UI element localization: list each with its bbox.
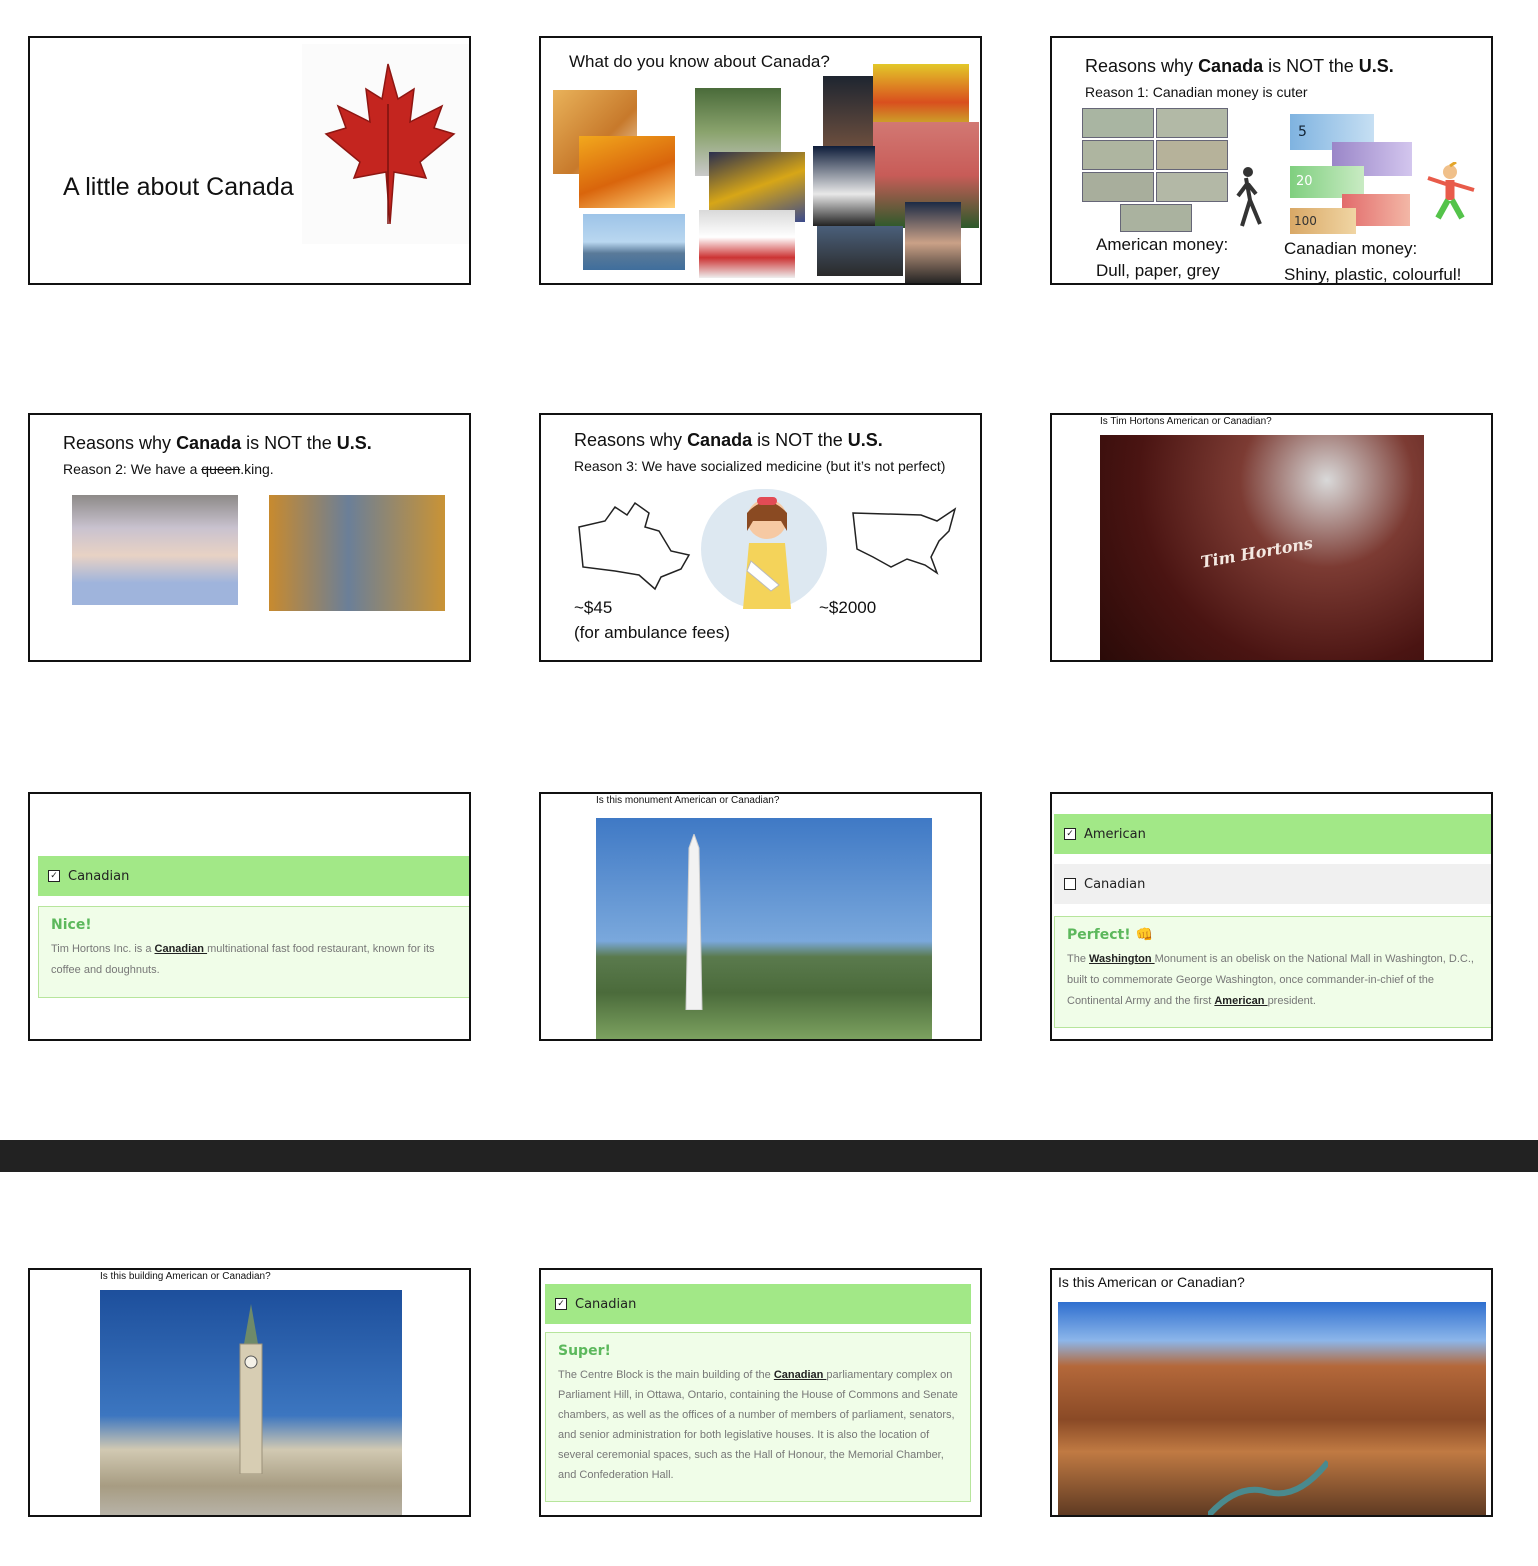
heading-text-mid: is NOT the — [1263, 56, 1359, 76]
answer-option-american[interactable] — [1054, 814, 1493, 854]
feedback-text — [1067, 949, 1480, 1012]
slide-8[interactable] — [539, 792, 982, 1041]
feedback-title: Perfect! 👊 — [1067, 927, 1153, 943]
unchecked-checkbox-icon[interactable] — [1064, 878, 1076, 890]
feedback-text — [558, 1365, 958, 1485]
parliament-building-photo — [100, 1290, 402, 1517]
answer-option-label: Canadian — [1084, 876, 1146, 892]
slide-7[interactable] — [28, 792, 471, 1041]
washington-monument-photo — [596, 818, 932, 1041]
heading-canada: Canada — [1198, 56, 1264, 76]
toronto-skyline-photo — [583, 214, 685, 270]
slide-6[interactable] — [1050, 413, 1493, 662]
cup-label: Tim Hortons — [1199, 533, 1315, 572]
usa-map-icon — [851, 507, 961, 577]
heading-text: Reasons why — [1085, 56, 1199, 76]
ca-money-caption — [1284, 236, 1461, 285]
obelisk-icon — [682, 834, 706, 1010]
celebrity-photo-4 — [813, 146, 875, 226]
slide-12[interactable] — [1050, 1268, 1493, 1517]
reason-text: Reason 2: We have a — [63, 461, 202, 477]
slide-6-question: Is Tim Hortons American or Canadian? — [1100, 416, 1272, 427]
slide-10-question: Is this building American or Canadian? — [100, 1271, 271, 1282]
note-100-label: 100 — [1294, 214, 1317, 228]
feedback-title: Nice! — [51, 917, 92, 933]
struck-word: queen — [201, 461, 241, 477]
ca-money-line-2: Shiny, plastic, colourful! — [1284, 265, 1462, 284]
queen-photo — [72, 495, 238, 605]
answer-option-label: Canadian — [68, 868, 130, 884]
heading-text: Reasons why — [574, 430, 688, 450]
feedback-text-a: The — [1067, 953, 1090, 965]
feedback-text — [51, 939, 460, 981]
slide-4[interactable] — [28, 413, 471, 662]
slide-11[interactable] — [539, 1268, 982, 1517]
slide-1[interactable] — [28, 36, 471, 285]
celebrity-photo-5 — [817, 226, 903, 276]
feedback-text-pre: Tim Hortons Inc. is a — [51, 943, 155, 955]
answer-option-label: Canadian — [575, 1296, 637, 1312]
dancing-cartoon-icon — [1424, 162, 1478, 226]
feedback-box — [1054, 916, 1493, 1028]
maple-syrup-photo — [579, 136, 675, 208]
feedback-title: Super! — [558, 1343, 611, 1359]
heading-text-mid: is NOT the — [752, 430, 848, 450]
heading-text-mid: is NOT the — [241, 433, 337, 453]
feedback-box — [545, 1332, 971, 1502]
celebrity-photo-6 — [905, 202, 961, 284]
hockey-photo — [699, 210, 795, 278]
river-icon — [1208, 1422, 1328, 1516]
feedback-box — [38, 906, 471, 998]
injured-girl-icon — [727, 491, 807, 611]
us-bills — [1082, 108, 1232, 228]
slide-8-question: Is this monument American or Canadian? — [596, 795, 780, 806]
us-price: ~$2000 — [819, 598, 877, 617]
heading-us: U.S. — [336, 433, 372, 453]
feedback-link-canadian[interactable]: Canadian — [773, 1369, 827, 1381]
walking-man-icon — [1232, 166, 1264, 230]
feedback-text-c: Monument is an obelisk on the National Mall in Washington, D.C., built to commemorate George Washington, once commander-in-chief of the Continental Army and the first — [1067, 953, 1474, 1007]
checked-checkbox-icon[interactable]: ✓ — [1064, 828, 1076, 840]
slide-4-heading — [63, 433, 372, 454]
slide-1-title: A little about Canada — [63, 173, 294, 201]
feedback-text-post: multinational fast food restaurant, known for its coffee and doughnuts. — [51, 943, 435, 976]
us-money-line-2: Dull, paper, grey — [1096, 261, 1220, 280]
slide-3[interactable] — [1050, 36, 1493, 285]
slide-9[interactable] — [1050, 792, 1493, 1041]
slide-2[interactable] — [539, 36, 982, 285]
note-20-label: 20 — [1296, 174, 1313, 189]
tim-hortons-cups-photo — [1100, 435, 1424, 661]
slide-5-heading — [574, 430, 883, 451]
slide-5[interactable] — [539, 413, 982, 662]
feedback-text-post: parliamentary complex on Parliament Hill, in Ottawa, Ontario, containing the House of Commons and Senate chambers, as well as the offices of a number of members of parliament, senators, and senior administration for both legislative houses. It is also the location of several ceremonial spaces, such as the Hall of Honour, the Memorial Chamber, and Confederation Hall. — [558, 1369, 958, 1481]
canada-price: ~$45 — [574, 598, 613, 617]
celebrity-photo-1 — [823, 76, 875, 146]
feedback-text-pre: The Centre Block is the main building of the — [558, 1369, 774, 1381]
heading-text: Reasons why — [63, 433, 177, 453]
heading-us: U.S. — [1358, 56, 1394, 76]
slide-4-reason — [63, 461, 274, 477]
answer-option-canadian[interactable] — [1054, 864, 1493, 904]
ca-money-line-1: Canadian money: — [1284, 239, 1418, 258]
reason-text-end: .king. — [240, 461, 274, 477]
celebrity-photo-2 — [873, 64, 969, 128]
feedback-link-canadian[interactable]: Canadian — [154, 943, 208, 955]
grand-canyon-photo — [1058, 1302, 1486, 1516]
checked-checkbox-icon[interactable]: ✓ — [555, 1298, 567, 1310]
canada-map-icon — [575, 497, 695, 593]
feedback-link-american[interactable]: American — [1214, 995, 1268, 1007]
canadian-bills — [1290, 114, 1420, 234]
section-separator — [0, 1140, 1538, 1172]
heading-us: U.S. — [847, 430, 883, 450]
slide-3-reason: Reason 1: Canadian money is cuter — [1085, 84, 1308, 100]
slide-10[interactable] — [28, 1268, 471, 1517]
slide-12-question: Is this American or Canadian? — [1058, 1274, 1245, 1290]
answer-option-canadian[interactable] — [38, 856, 471, 896]
note-5-label: 5 — [1298, 124, 1307, 140]
peace-tower-icon — [228, 1304, 274, 1474]
king-photo — [269, 495, 445, 611]
feedback-link-washington[interactable]: Washington — [1089, 953, 1155, 965]
maple-leaf-image — [302, 44, 471, 244]
heading-canada: Canada — [176, 433, 242, 453]
feedback-text-e: president. — [1267, 995, 1316, 1007]
us-money-caption — [1096, 232, 1228, 284]
slide-3-heading — [1085, 56, 1394, 77]
canada-price-note: (for ambulance fees) — [574, 623, 730, 642]
us-money-line-1: American money: — [1096, 235, 1229, 254]
answer-option-label: American — [1084, 826, 1146, 842]
checked-checkbox-icon[interactable]: ✓ — [48, 870, 60, 882]
slide-2-title: What do you know about Canada? — [569, 52, 830, 71]
slide-5-reason: Reason 3: We have socialized medicine (but it’s not perfect) — [574, 458, 946, 474]
answer-option-canadian[interactable] — [545, 1284, 971, 1324]
heading-canada: Canada — [687, 430, 753, 450]
